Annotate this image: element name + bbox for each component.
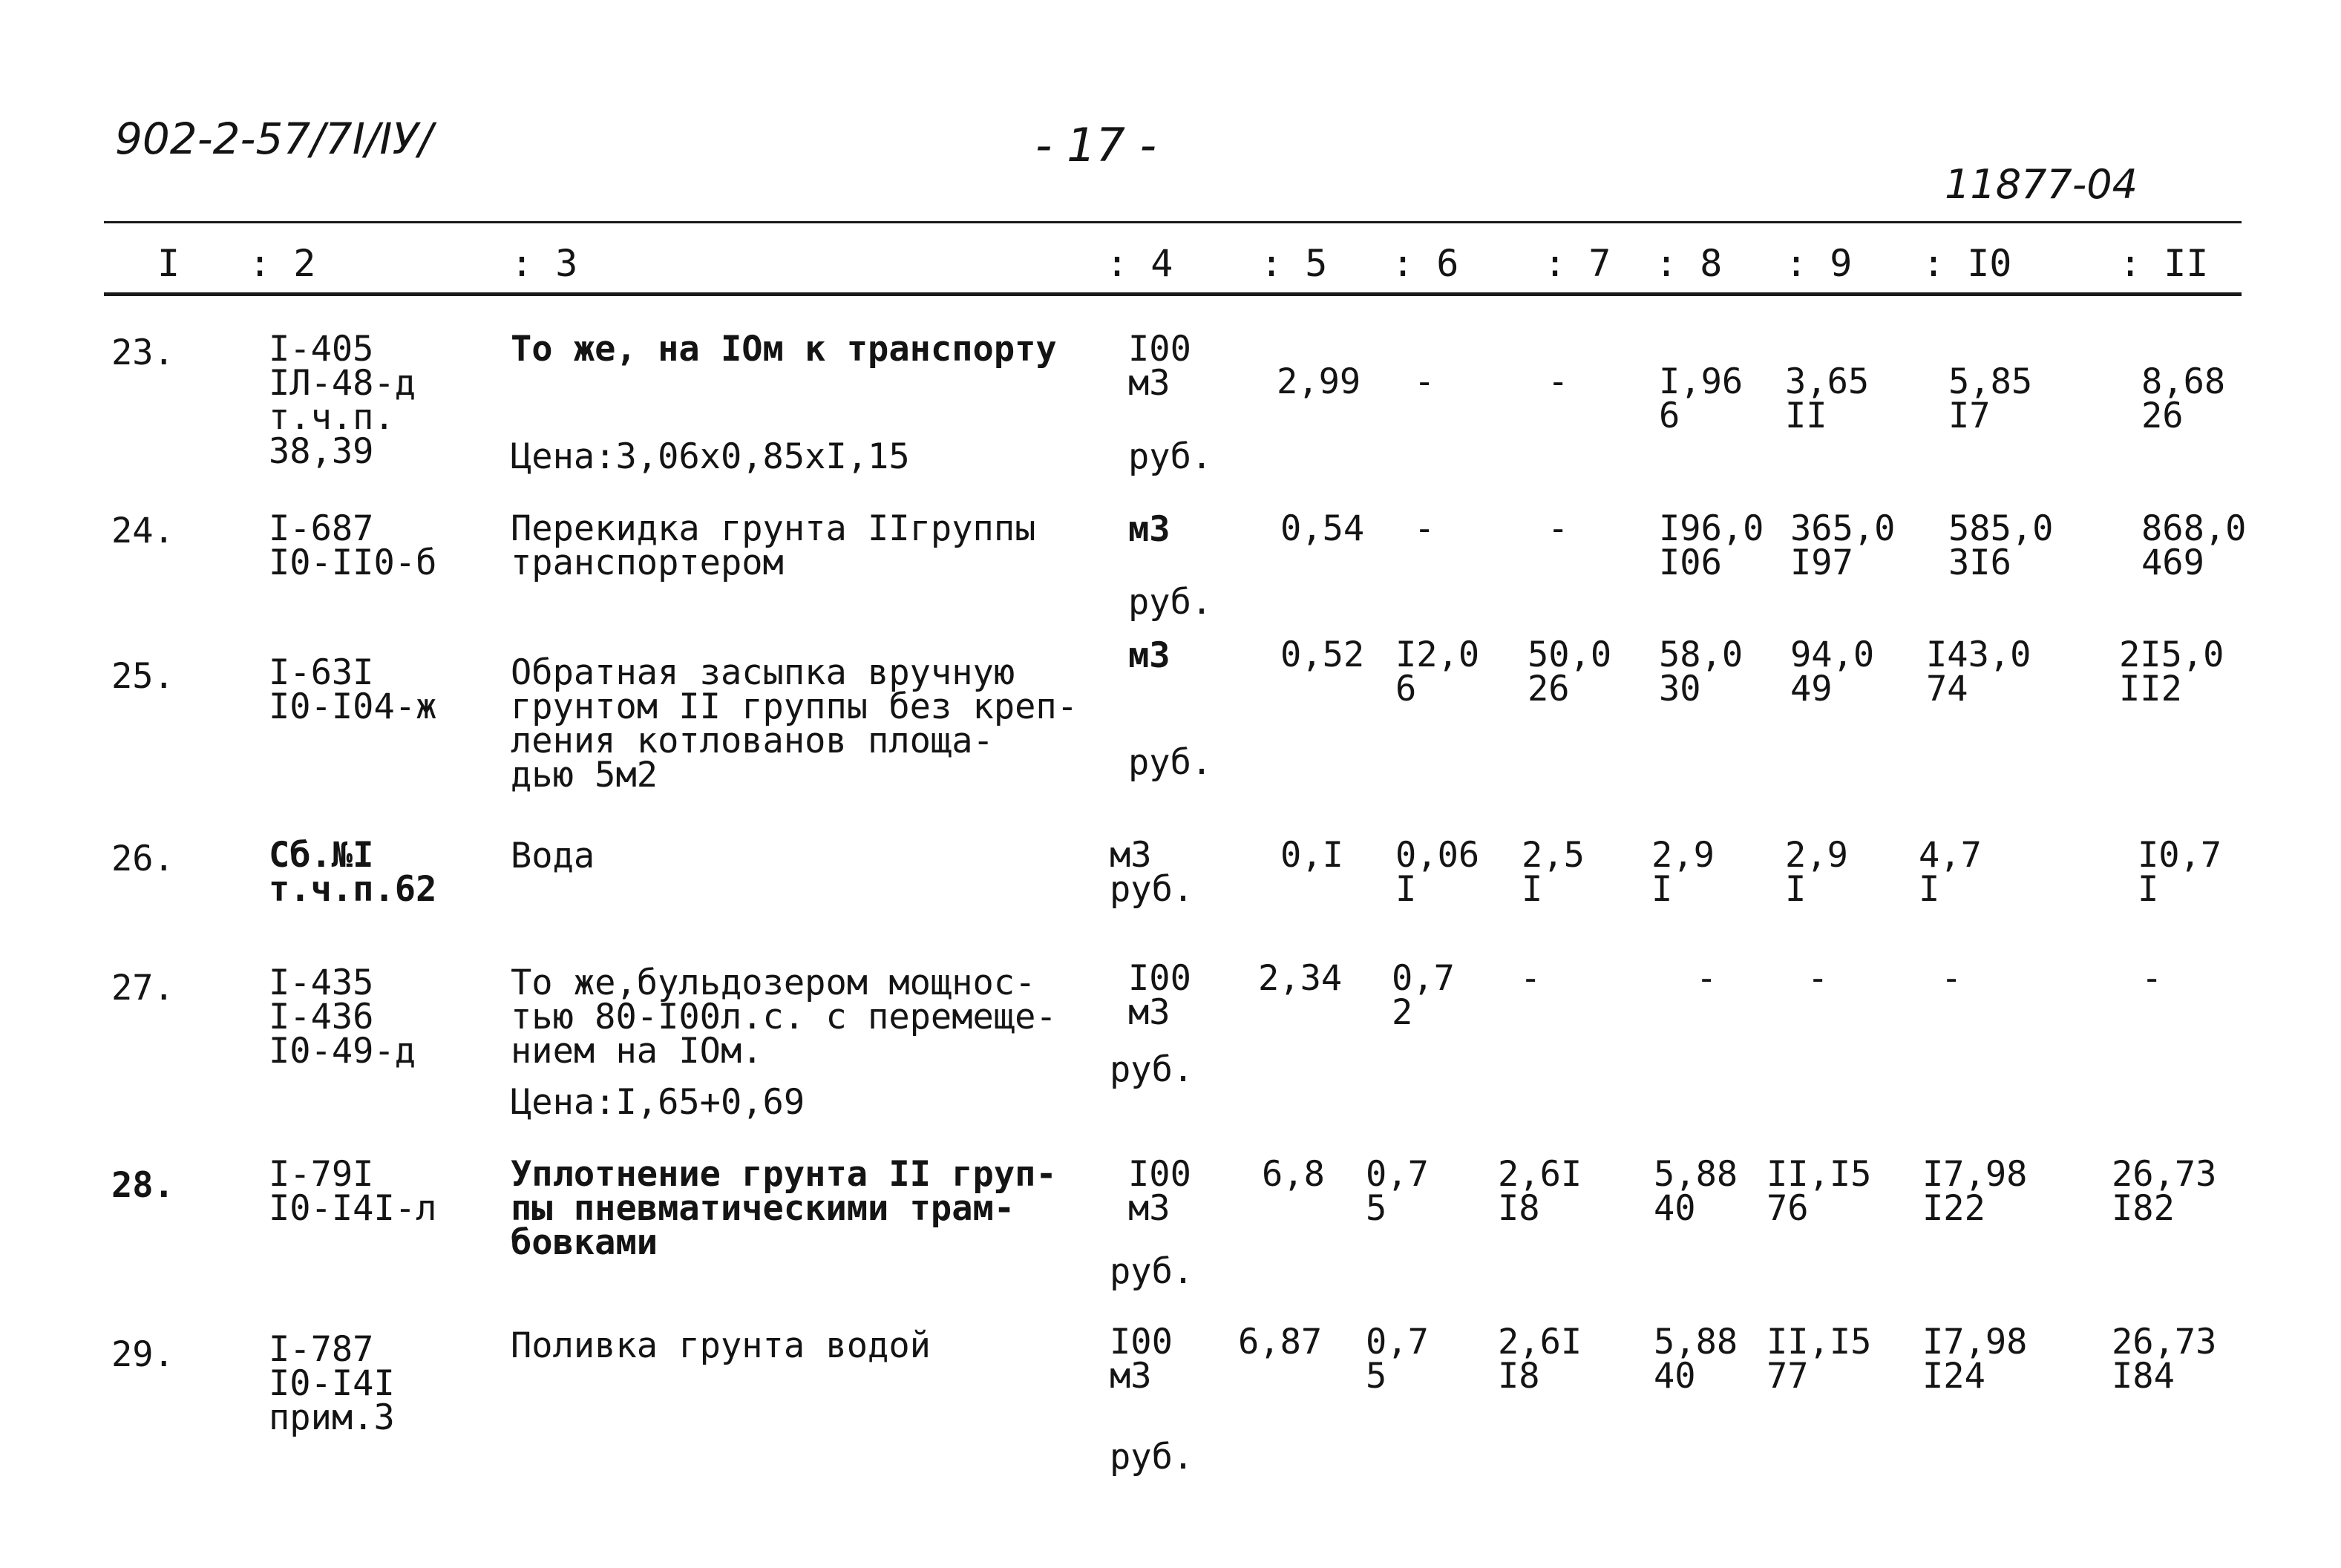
row-col7: 2,6I I8 [1498,1154,1582,1229]
row-col6: I2,0 6 [1395,634,1480,709]
row-unit: I00 м3 [1128,958,1191,1033]
row-unit: м3 [1128,635,1170,676]
row-unit-currency: руб. [1128,742,1213,783]
row-description: Вода [511,836,595,876]
row-number: 28. [111,1165,174,1206]
row-description: То же, на IОм к транспорту [511,329,1057,370]
row-col7: - [1520,958,1542,999]
row-col9: - [1807,958,1829,999]
column-header-8: : 8 [1655,242,1723,285]
row-col5: 2,99 [1277,361,1361,402]
row-col10: I43,0 74 [1926,634,2031,709]
row-col5: 0,52 [1280,634,1365,675]
row-code: I-787 I0-I4I прим.3 [269,1329,395,1438]
row-unit-currency: руб. [1128,436,1213,477]
row-col8: 5,88 40 [1654,1154,1738,1229]
row-number: 23. [111,332,174,373]
row-number: 26. [111,839,174,879]
row-col7: 2,6I I8 [1498,1322,1582,1397]
row-number: 24. [111,511,174,551]
row-code: I-63I I0-I04-ж [269,652,437,727]
row-unit: I00 м3 [1110,1322,1173,1397]
document-code: 902-2-57/7I/IУ/ [115,114,433,164]
column-header-11: : II [2119,242,2209,285]
row-description: То же,бульдозером мощнос- тью 80-I00л.с. с перемеще- нием на IОм. [511,962,1057,1072]
row-col10: 4,7 I [1919,835,1982,910]
row-col11: - [2141,958,2163,999]
row-unit: I00 м3 [1128,1154,1191,1229]
column-header-9: : 9 [1785,242,1853,285]
row-col10: - [1941,958,1962,999]
row-col8: 58,0 30 [1659,634,1744,709]
row-col10: 585,0 3I6 [1948,508,2054,583]
row-col7: 2,5 I [1522,835,1585,910]
row-col5: 2,34 [1258,958,1343,999]
row-description: Обратная засыпка вручную грунтом II группы без креп- ления котлованов площа- дью 5м2 [511,652,1078,796]
row-number: 29. [111,1334,174,1375]
row-code: I-435 I-436 I0-49-д [269,962,416,1072]
row-col10: I7,98 I24 [1922,1322,2028,1397]
row-description: Поливка грунта водой [511,1325,931,1366]
row-description: Уплотнение грунта II груп- пы пневматическими трам- бовками [511,1154,1057,1263]
row-code: I-79I I0-I4I-л [269,1154,437,1229]
row-unit: I00 м3 [1128,329,1191,404]
row-col8: 2,9 I [1651,835,1715,910]
row-col5: 6,8 [1262,1154,1325,1195]
row-col10: 5,85 I7 [1948,361,2033,436]
column-header-10: : I0 [1922,242,2012,285]
row-col7: - [1548,361,1569,402]
column-header-1: I [157,242,180,285]
column-header-7: : 7 [1544,242,1611,285]
row-col8: I,96 6 [1659,361,1744,436]
row-col9: 94,0 49 [1790,634,1875,709]
row-col6: 0,7 2 [1392,958,1455,1033]
row-col5: 0,I [1280,835,1343,876]
row-col11: 26,73 I82 [2112,1154,2217,1229]
table-header-rule [104,292,2242,296]
row-col11: 2I5,0 II2 [2119,634,2224,709]
row-col5: 6,87 [1238,1322,1323,1362]
row-col10: I7,98 I22 [1922,1154,2028,1229]
row-col8: 5,88 40 [1654,1322,1738,1397]
row-unit-currency: руб. [1110,1437,1194,1477]
row-unit-currency: руб. [1110,1251,1194,1292]
row-description: Перекидка грунта IIгруппы транспортером [511,508,1036,583]
row-col11: 8,68 26 [2141,361,2226,436]
row-col8: - [1696,958,1718,999]
row-code: I-405 IЛ-48-д т.ч.п. 38,39 [269,329,416,472]
row-col9: 3,65 II [1785,361,1870,436]
row-col6: 0,7 5 [1366,1322,1429,1397]
row-price-note: Цена:3,06х0,85хI,15 [511,436,910,477]
row-price-note: Цена:I,65+0,69 [511,1082,805,1123]
row-code: Сб.№I т.ч.п.62 [269,835,437,910]
row-col6: 0,06 I [1395,835,1480,910]
row-unit: м3 [1128,509,1170,550]
row-unit-currency: руб. [1110,1049,1194,1090]
row-number: 27. [111,968,174,1008]
row-col6: - [1414,361,1435,402]
column-header-6: : 6 [1392,242,1459,285]
column-header-2: : 2 [249,242,316,285]
row-col9: 365,0 I97 [1790,508,1896,583]
page-number: - 17 - [1035,118,1157,172]
row-col11: I0,7 I [2138,835,2222,910]
row-col8: I96,0 I06 [1659,508,1764,583]
row-unit-currency: руб. [1128,582,1213,623]
column-header-4: : 4 [1106,242,1173,285]
row-code: I-687 I0-II0-б [269,508,437,583]
row-col11: 26,73 I84 [2112,1322,2217,1397]
archive-code: 11877-04 [1945,161,2138,208]
table-top-rule [104,221,2242,223]
column-header-3: : 3 [511,242,578,285]
column-header-5: : 5 [1260,242,1328,285]
row-unit: м3 руб. [1110,835,1194,910]
row-col9: II,I5 77 [1767,1322,1872,1397]
row-col9: 2,9 I [1785,835,1848,910]
row-col5: 0,54 [1280,508,1365,549]
row-col11: 868,0 469 [2141,508,2247,583]
row-col7: - [1548,508,1569,549]
row-col6: 0,7 5 [1366,1154,1429,1229]
row-col7: 50,0 26 [1528,634,1612,709]
row-col6: - [1414,508,1435,549]
row-number: 25. [111,656,174,697]
row-col9: II,I5 76 [1767,1154,1872,1229]
